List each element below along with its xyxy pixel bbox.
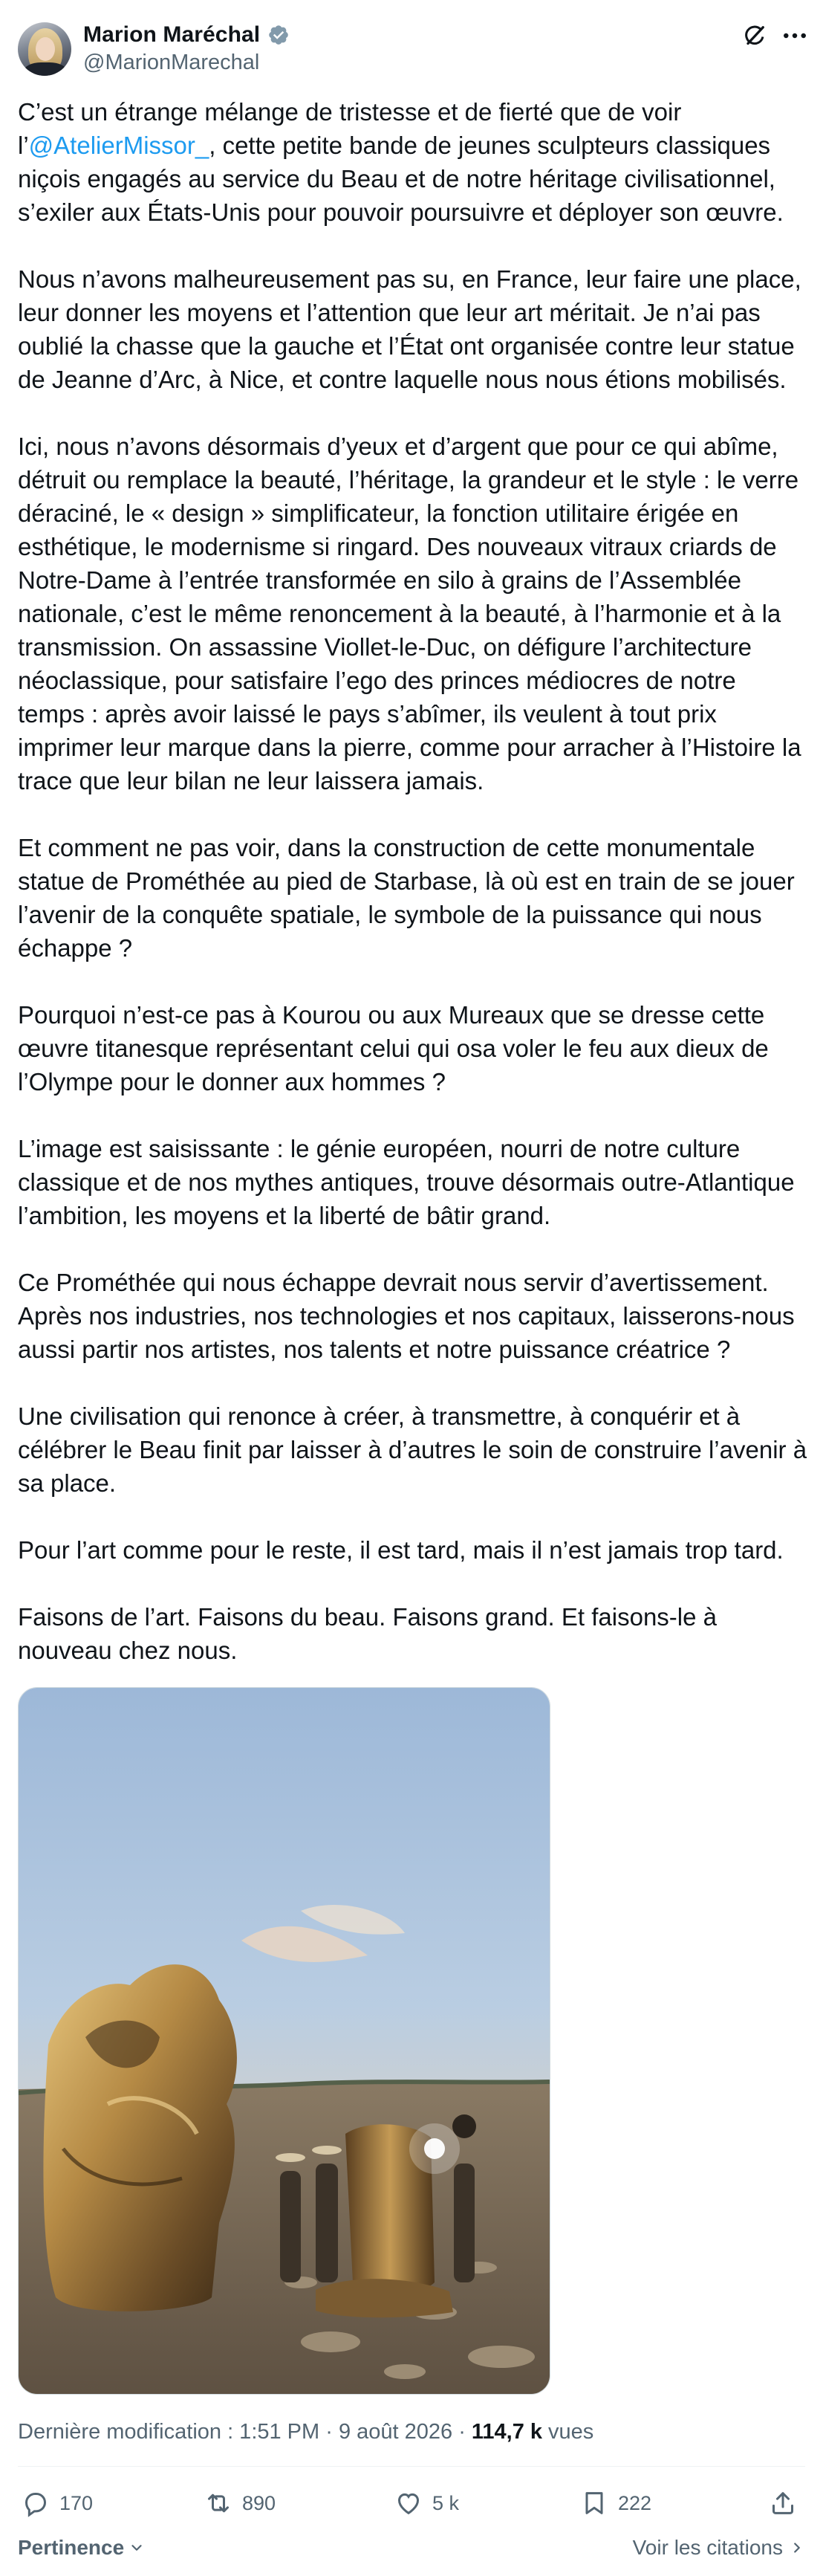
tweet-meta xyxy=(18,2420,593,2444)
repost-icon xyxy=(204,2488,233,2518)
grok-icon[interactable] xyxy=(741,22,768,49)
tweet-header xyxy=(0,0,823,82)
tweet-intro-after: , cette petite bande de jeunes sculpteurs classiques niçois engagés au service du Beau et de notre héritage civilisationnel, s’exiler aux États-Unis pour pouvoir poursuivre et déployer son œuvre. xyxy=(18,132,784,226)
views-label: vues xyxy=(548,2420,594,2444)
divider xyxy=(18,2466,805,2467)
repost-count: 890 xyxy=(242,2491,276,2514)
quotes-label: Voir les citations xyxy=(632,2536,783,2559)
timestamp[interactable]: Dernière modification : 1:51 PM · 9 août 2026 · xyxy=(18,2420,466,2444)
tweet-paragraph: Faisons de l’art. Faisons du beau. Faisons grand. Et faisons-le à nouveau chez nous. xyxy=(18,1603,724,1664)
share-icon xyxy=(768,2488,798,2518)
tweet-paragraph: Une civilisation qui renonce à créer, à transmettre, à conquérir et à célébrer le Beau finit par laisser à d’autres le soin de construire l’avenir à sa place. xyxy=(18,1402,814,1497)
sort-label: Pertinence xyxy=(18,2536,125,2559)
tweet-photo[interactable] xyxy=(18,1687,550,2395)
mention-link[interactable]: @AtelierMissor_ xyxy=(28,132,209,159)
sort-dropdown[interactable] xyxy=(18,2536,145,2560)
author-name-line xyxy=(83,22,290,48)
views-count: 114,7 k xyxy=(471,2420,543,2444)
tweet-intro-before: C’est un étrange mélange de tristesse et de fierté que de voir l’ xyxy=(18,98,689,159)
author-handle[interactable]: @MarionMarechal xyxy=(83,51,260,74)
tweet-paragraph: Ce Prométhée qui nous échappe devrait nous servir d’avertissement. Après nos industries, nos technologies et nos capitaux, laisserons-nous aussi partir nos artistes, nos talents et notre puissance créatrice ? xyxy=(18,1269,801,1363)
avatar[interactable] xyxy=(18,22,71,76)
heart-icon xyxy=(394,2488,423,2518)
chevron-down-icon xyxy=(129,2540,145,2556)
action-bar xyxy=(18,2487,805,2520)
more-icon[interactable] xyxy=(778,22,811,49)
reply-button[interactable] xyxy=(21,2488,93,2518)
statue-photo-illustration xyxy=(19,1688,550,2394)
replies-footer xyxy=(18,2534,805,2564)
bookmark-icon xyxy=(579,2488,609,2518)
tweet-paragraph: Pour l’art comme pour le reste, il est tard, mais il n’est jamais trop tard. xyxy=(18,1536,784,1564)
tweet-paragraph: Ici, nous n’avons désormais d’yeux et d’argent que pour ce qui abîme, détruit ou remplace la beauté, l’héritage, la grandeur et le style : le verre déraciné, le « design » simplificateur, la fonction utilitaire érigée en esthétique, le modernisme si ringard. Des nouveaux vitraux criards de Notre-Dame à l’entrée transformée en silo à grains de l’Assemblée nationale, c’est le même renoncement à la beauté, à l’harmonie et à la transmission. On assassine Viollet-le-Duc, on défigure l’architecture néoclassique, pour satisfaire l’ego des princes médiocres de notre temps : après avoir laissé le pays s’abîmer, ils veulent à tout prix imprimer leur marque dans la pierre, comme pour arracher à l’Histoire la trace que leur bilan ne leur laissera jamais. xyxy=(18,433,808,795)
bookmark-count: 222 xyxy=(618,2491,652,2514)
verified-badge-icon[interactable] xyxy=(267,24,290,46)
share-button[interactable] xyxy=(768,2488,798,2518)
view-quotes-link[interactable] xyxy=(633,2536,805,2560)
like-button[interactable] xyxy=(394,2488,459,2518)
repost-button[interactable] xyxy=(204,2488,276,2518)
like-count: 5 k xyxy=(432,2491,460,2514)
tweet-paragraph: Pourquoi n’est-ce pas à Kourou ou aux Mureaux que se dresse cette œuvre titanesque représentant celui qui osa voler le feu aux dieux de l’Olympe pour le donner aux hommes ? xyxy=(18,1001,775,1096)
reply-count: 170 xyxy=(59,2491,94,2514)
tweet-paragraph: Et comment ne pas voir, dans la construction de cette monumentale statue de Prométhée au pied de Starbase, là où est en train de se jouer l’avenir de la conquête spatiale, le symbole de la puissance qui nous échappe ? xyxy=(18,834,801,962)
chevron-right-icon xyxy=(789,2540,805,2556)
tweet-paragraph: Nous n’avons malheureusement pas su, en France, leur faire une place, leur donner les moyens et l’attention que leur art méritait. Je n’ai pas oublié la chasse que la gauche et l’État ont organisée contre leur statue de Jeanne d’Arc, à Nice, et contre laquelle nous nous étions mobilisés. xyxy=(18,265,808,393)
tweet-paragraph: L’image est saisissante : le génie européen, nourri de notre culture classique et de nos mythes antiques, trouve désormais outre-Atlantique l’ambition, les moyens et la liberté de bâtir grand. xyxy=(18,1135,801,1229)
bookmark-button[interactable] xyxy=(579,2488,651,2518)
reply-icon xyxy=(21,2488,51,2518)
tweet-text xyxy=(18,95,814,1667)
author-name[interactable]: Marion Maréchal xyxy=(83,22,261,47)
